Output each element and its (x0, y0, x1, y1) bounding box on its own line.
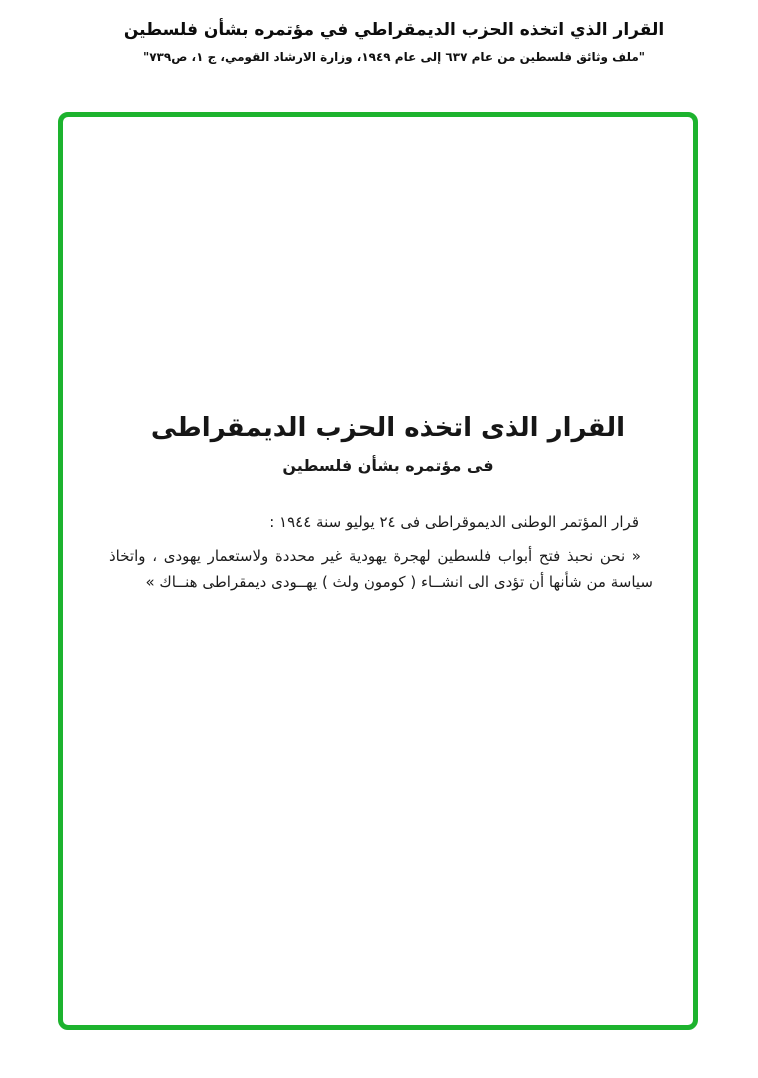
page-header (0, 0, 758, 64)
resolution-date-heading: قرار المؤتمر الوطنى الديموقراطى فى ٢٤ يوليو سنة ١٩٤٤ : (269, 513, 639, 531)
document-title: القرار الذى اتخذه الحزب الديمقراطى (150, 413, 626, 443)
document-body (109, 510, 653, 595)
document-frame (58, 112, 698, 1030)
page-source-citation: "ملف وثائق فلسطين من عام ٦٣٧ إلى عام ١٩٤٩، وزارة الارشاد القومي، ج ١، ص٧٣٩" (142, 50, 646, 65)
page-title: القرار الذي اتخذه الحزب الديمقراطي في مؤتمره بشأن فلسطين (123, 20, 665, 40)
resolution-paragraph: « نحن نحبذ فتح أبواب فلسطين لهجرة يهودية غير محددة ولاستعمار يهودى ، واتخاذ سياسة من شأنها أن تؤدى الى انشــاء ( كومون ولث ) يهــودى ديمقراطى هنــاك » (109, 547, 653, 591)
document-subtitle: فى مؤتمره بشأن فلسطين (282, 456, 494, 475)
